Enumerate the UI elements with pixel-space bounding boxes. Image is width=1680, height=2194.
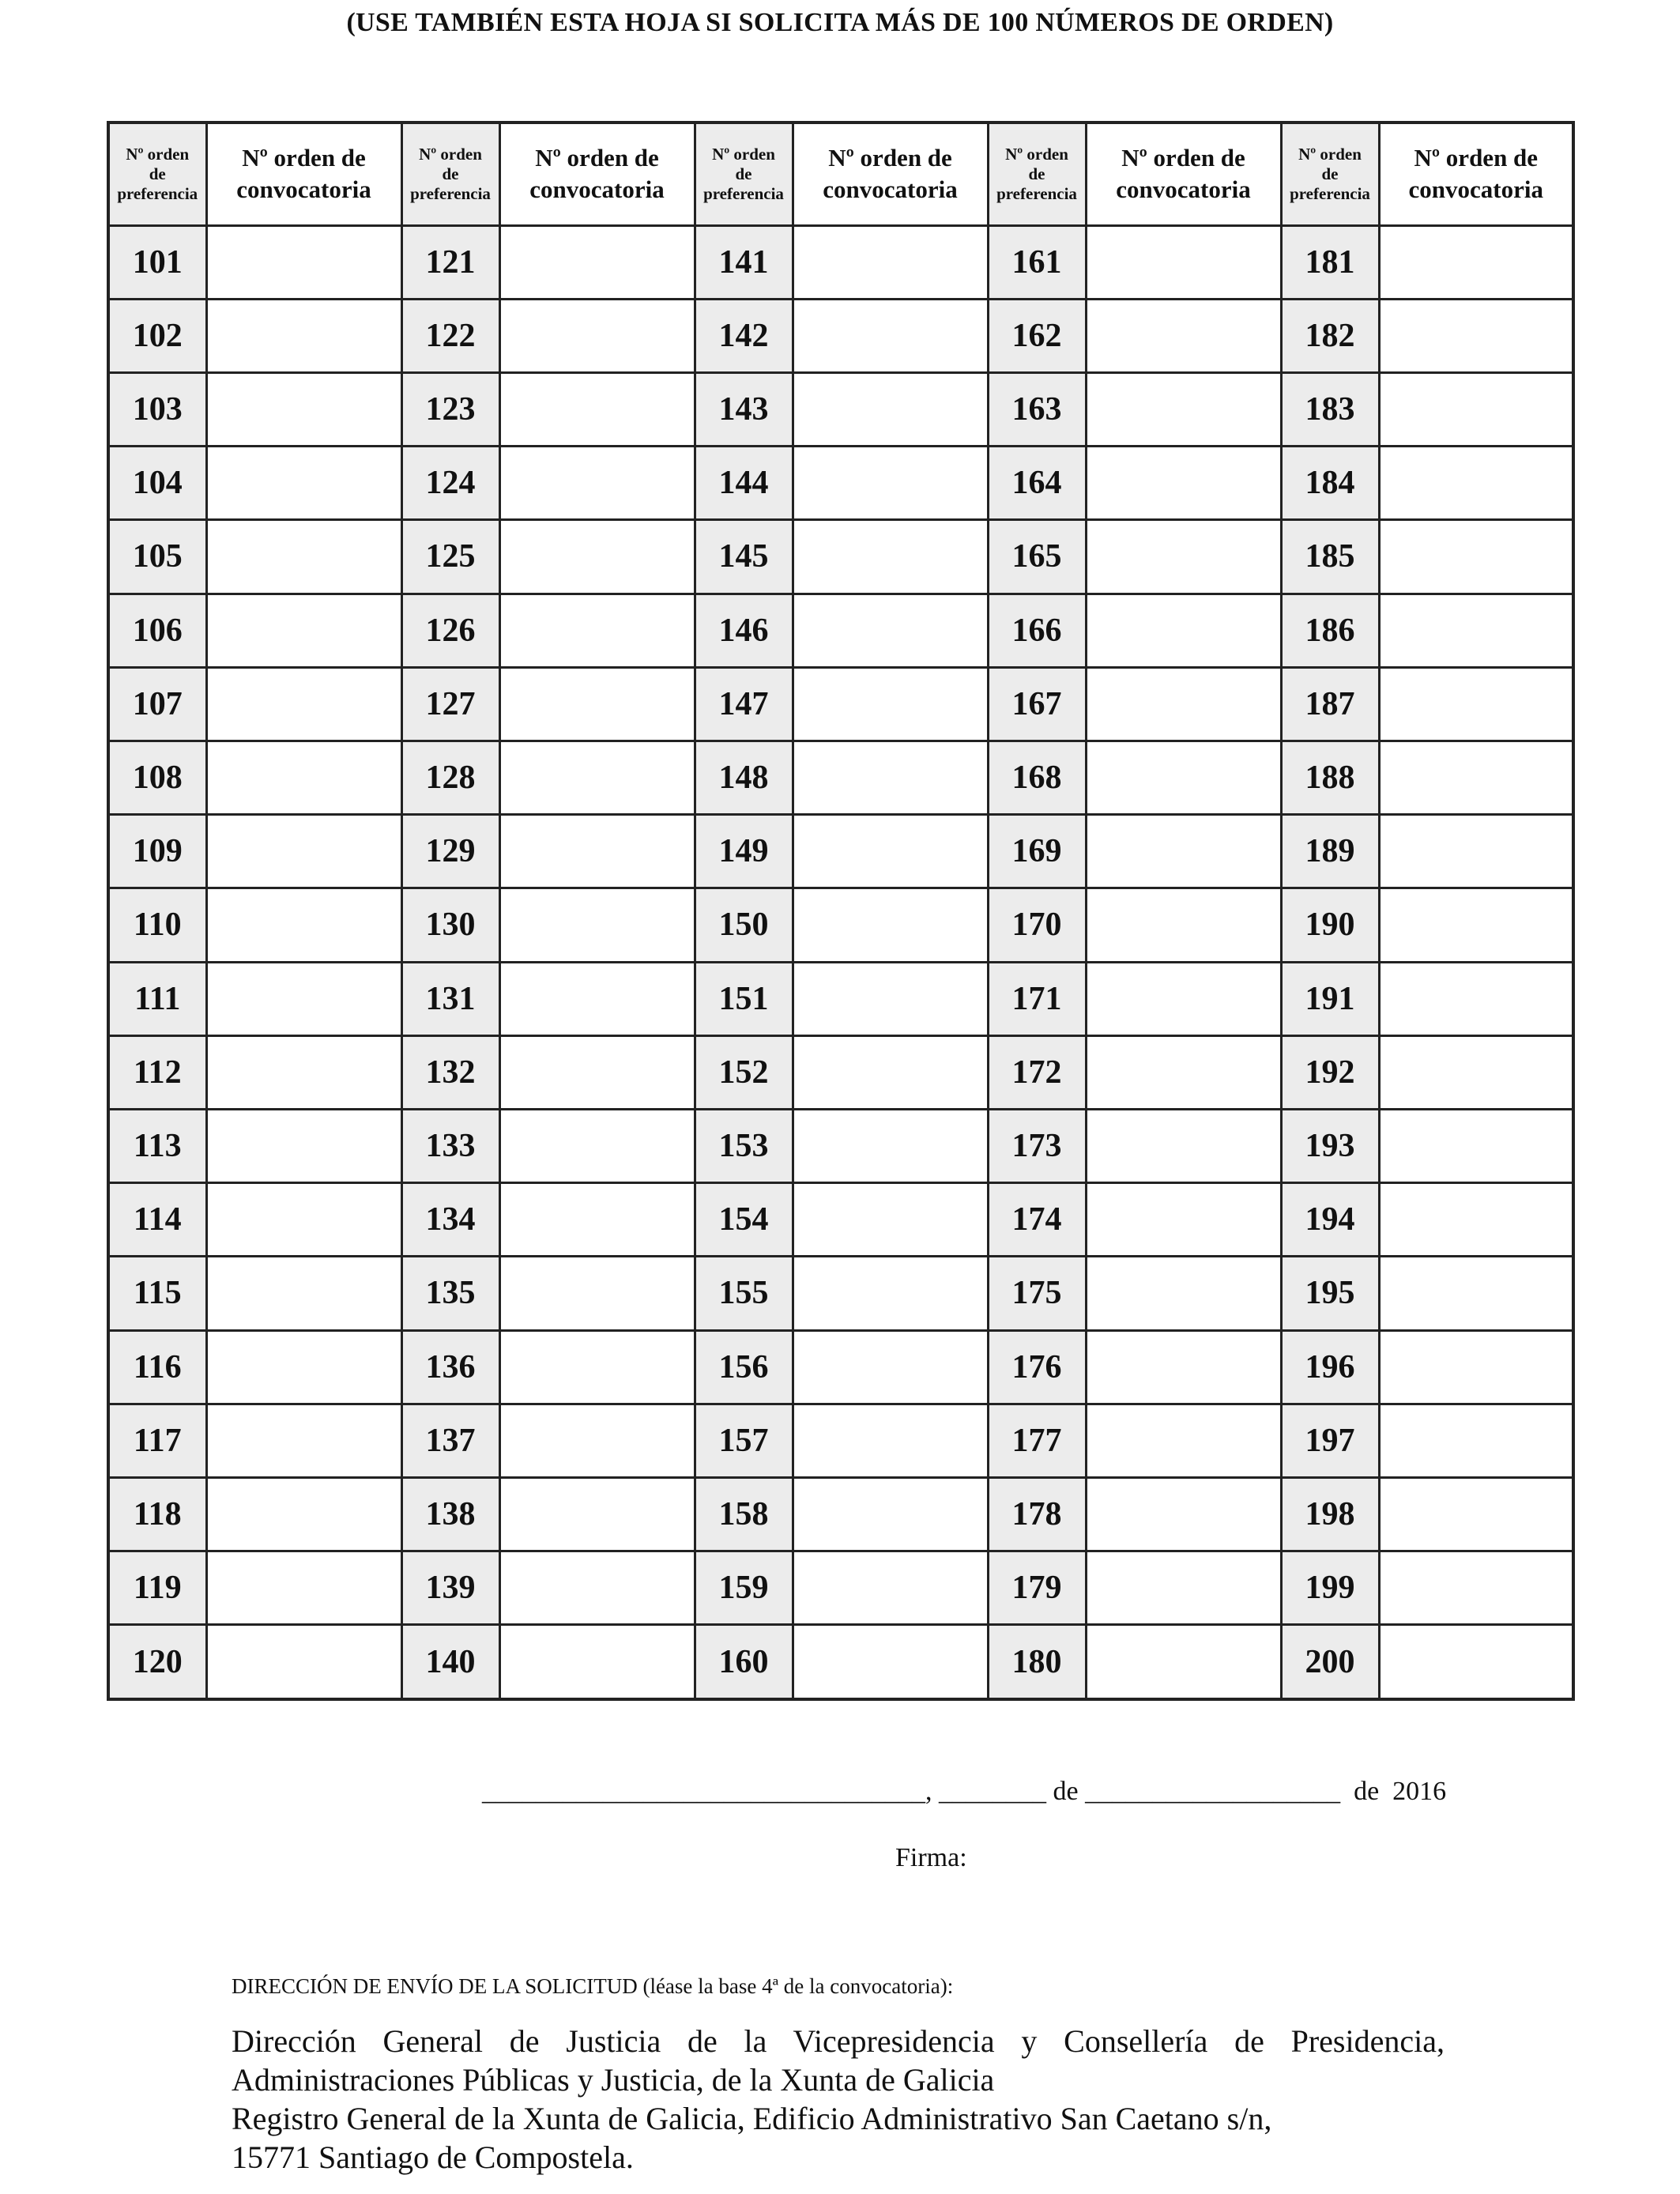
call-order-entry-cell[interactable] (206, 594, 401, 667)
call-order-entry-cell[interactable] (1086, 299, 1281, 372)
preference-number-cell: 119 (108, 1551, 206, 1625)
preference-number-cell: 161 (988, 225, 1086, 299)
preference-number-cell: 199 (1281, 1551, 1379, 1625)
preference-number-cell: 145 (695, 520, 793, 594)
call-order-entry-cell[interactable] (206, 815, 401, 888)
call-order-entry-cell[interactable] (793, 1625, 988, 1699)
call-order-entry-cell[interactable] (206, 1257, 401, 1330)
call-order-entry-cell[interactable] (206, 520, 401, 594)
call-order-entry-cell[interactable] (206, 888, 401, 962)
preference-number-cell: 151 (695, 962, 793, 1035)
preference-number-cell: 114 (108, 1183, 206, 1257)
preference-number-cell: 184 (1281, 447, 1379, 520)
preference-number-cell: 108 (108, 741, 206, 814)
preference-number-cell: 175 (988, 1257, 1086, 1330)
call-order-entry-cell[interactable] (793, 1109, 988, 1182)
call-order-entry-cell[interactable] (499, 1404, 695, 1477)
preference-number-cell: 104 (108, 447, 206, 520)
table-row (108, 888, 1573, 962)
preference-number-cell: 124 (401, 447, 499, 520)
preference-number-cell: 190 (1281, 888, 1379, 962)
call-order-entry-cell[interactable] (793, 447, 988, 520)
preference-number-cell: 115 (108, 1257, 206, 1330)
call-order-entry-cell[interactable] (1379, 815, 1573, 888)
call-order-entry-cell[interactable] (206, 447, 401, 520)
preference-number-cell: 200 (1281, 1625, 1379, 1699)
mailing-address-heading: DIRECCIÓN DE ENVÍO DE LA SOLICITUD (léase la base 4ª de la convocatoria): (232, 1974, 954, 1998)
call-order-entry-cell[interactable] (206, 372, 401, 446)
call-order-entry-cell[interactable] (1086, 888, 1281, 962)
header-text-line: Nº orden (1298, 144, 1362, 164)
preference-number-cell: 172 (988, 1035, 1086, 1109)
header-preference-order (108, 123, 206, 225)
preference-number-cell: 109 (108, 815, 206, 888)
preference-number-cell: 155 (695, 1257, 793, 1330)
preference-number-cell: 158 (695, 1477, 793, 1551)
header-text-line: Nº orden de (242, 144, 366, 172)
page-title: (USE TAMBIÉN ESTA HOJA SI SOLICITA MÁS DE 100 NÚMEROS DE ORDEN) (346, 8, 1334, 37)
call-order-entry-cell[interactable] (793, 1257, 988, 1330)
header-text-line: convocatoria (236, 175, 371, 204)
header-text-line: de (1028, 164, 1045, 183)
preference-number-cell: 180 (988, 1625, 1086, 1699)
call-order-entry-cell[interactable] (793, 1330, 988, 1404)
call-order-entry-cell[interactable] (1379, 888, 1573, 962)
call-order-entry-cell[interactable] (793, 1404, 988, 1477)
call-order-entry-cell[interactable] (1086, 1625, 1281, 1699)
call-order-entry-cell[interactable] (206, 1404, 401, 1477)
call-order-entry-cell[interactable] (499, 1330, 695, 1404)
preference-number-cell: 102 (108, 299, 206, 372)
call-order-entry-cell[interactable] (793, 1477, 988, 1551)
call-order-entry-cell[interactable] (206, 667, 401, 741)
call-order-entry-cell[interactable] (499, 225, 695, 299)
call-order-entry-cell[interactable] (1379, 520, 1573, 594)
header-text-line: preferencia (117, 183, 198, 203)
header-text-line: convocatoria (1408, 175, 1543, 204)
table-row (108, 815, 1573, 888)
preference-number-cell: 117 (108, 1404, 206, 1477)
preference-number-cell: 195 (1281, 1257, 1379, 1330)
address-line: Registro General de la Xunta de Galicia, Edificio Administrativo San Caetano s/n, (232, 2101, 1272, 2136)
preference-number-cell: 164 (988, 447, 1086, 520)
call-order-entry-cell[interactable] (499, 1183, 695, 1257)
preference-number-cell: 111 (108, 962, 206, 1035)
table-row (108, 594, 1573, 667)
call-order-entry-cell[interactable] (499, 888, 695, 962)
header-text-line: preferencia (996, 183, 1077, 203)
call-order-entry-cell[interactable] (1086, 1477, 1281, 1551)
mailing-address (232, 2022, 1445, 2177)
address-line: Dirección General de Justicia de la Vicepresidencia y Consellería de Presidencia, (232, 2023, 1445, 2059)
call-order-entry-cell[interactable] (793, 594, 988, 667)
call-order-entry-cell[interactable] (1086, 447, 1281, 520)
preference-number-cell: 144 (695, 447, 793, 520)
preference-number-cell: 112 (108, 1035, 206, 1109)
call-order-entry-cell[interactable] (1086, 741, 1281, 814)
call-order-entry-cell[interactable] (206, 1109, 401, 1182)
call-order-entry-cell[interactable] (1086, 815, 1281, 888)
preference-number-cell: 116 (108, 1330, 206, 1404)
call-order-entry-cell[interactable] (206, 1551, 401, 1625)
preference-number-cell: 165 (988, 520, 1086, 594)
preference-number-cell: 147 (695, 667, 793, 741)
header-text-line: Nº orden de (535, 144, 659, 172)
call-order-entry-cell[interactable] (206, 1183, 401, 1257)
call-order-entry-cell[interactable] (499, 667, 695, 741)
preference-number-cell: 127 (401, 667, 499, 741)
call-order-entry-cell[interactable] (793, 888, 988, 962)
preference-number-cell: 125 (401, 520, 499, 594)
header-text-line: Nº orden (126, 144, 190, 164)
preference-number-cell: 160 (695, 1625, 793, 1699)
place-date-line: _________________________________, ________ de ___________________ de 2016 (482, 1777, 1447, 1806)
call-order-entry-cell[interactable] (1379, 741, 1573, 814)
preference-number-cell: 132 (401, 1035, 499, 1109)
preference-number-cell: 126 (401, 594, 499, 667)
preference-number-cell: 122 (401, 299, 499, 372)
table-row (108, 1404, 1573, 1477)
call-order-entry-cell[interactable] (206, 741, 401, 814)
header-text-line: preferencia (703, 183, 784, 203)
preference-number-cell: 118 (108, 1477, 206, 1551)
header-text-line: de (1321, 164, 1339, 183)
call-order-entry-cell[interactable] (206, 1625, 401, 1699)
address-line: Administraciones Públicas y Justicia, de la Xunta de Galicia (232, 2062, 995, 2098)
header-text-line: convocatoria (1116, 175, 1251, 204)
table-row (108, 447, 1573, 520)
call-order-entry-cell[interactable] (793, 372, 988, 446)
preference-number-cell: 166 (988, 594, 1086, 667)
call-order-entry-cell[interactable] (499, 962, 695, 1035)
preference-number-cell: 182 (1281, 299, 1379, 372)
preference-number-cell: 135 (401, 1257, 499, 1330)
call-order-entry-cell[interactable] (1086, 1330, 1281, 1404)
preference-number-cell: 149 (695, 815, 793, 888)
call-order-entry-cell[interactable] (1379, 447, 1573, 520)
preference-number-cell: 153 (695, 1109, 793, 1182)
table-row (108, 372, 1573, 446)
call-order-entry-cell[interactable] (206, 1035, 401, 1109)
preference-number-cell: 159 (695, 1551, 793, 1625)
call-order-entry-cell[interactable] (793, 225, 988, 299)
call-order-entry-cell[interactable] (1379, 1257, 1573, 1330)
table-row (108, 1477, 1573, 1551)
table-row (108, 299, 1573, 372)
header-text-line: de (149, 164, 166, 183)
preference-number-cell: 110 (108, 888, 206, 962)
preference-number-cell: 130 (401, 888, 499, 962)
preference-number-cell: 189 (1281, 815, 1379, 888)
order-number-table (107, 121, 1575, 1701)
call-order-entry-cell[interactable] (1086, 1183, 1281, 1257)
call-order-entry-cell[interactable] (1086, 225, 1281, 299)
header-text-line: de (442, 164, 459, 183)
preference-number-cell: 188 (1281, 741, 1379, 814)
header-preference-order (1281, 123, 1379, 225)
header-text-line: preferencia (410, 183, 491, 203)
header-preference-order (695, 123, 793, 225)
preference-number-cell: 157 (695, 1404, 793, 1477)
call-order-entry-cell[interactable] (499, 594, 695, 667)
preference-number-cell: 139 (401, 1551, 499, 1625)
preference-number-cell: 169 (988, 815, 1086, 888)
call-order-entry-cell[interactable] (1379, 372, 1573, 446)
preference-number-cell: 152 (695, 1035, 793, 1109)
call-order-entry-cell[interactable] (1086, 1257, 1281, 1330)
table-row (108, 1035, 1573, 1109)
table-row (108, 667, 1573, 741)
preference-number-cell: 174 (988, 1183, 1086, 1257)
call-order-entry-cell[interactable] (1086, 1109, 1281, 1182)
call-order-entry-cell[interactable] (1086, 1035, 1281, 1109)
preference-number-cell: 107 (108, 667, 206, 741)
table-row (108, 1183, 1573, 1257)
call-order-entry-cell[interactable] (1379, 1404, 1573, 1477)
preference-number-cell: 185 (1281, 520, 1379, 594)
preference-number-cell: 156 (695, 1330, 793, 1404)
call-order-entry-cell[interactable] (499, 741, 695, 814)
preference-number-cell: 101 (108, 225, 206, 299)
preference-number-cell: 140 (401, 1625, 499, 1699)
table-row (108, 1330, 1573, 1404)
preference-number-cell: 106 (108, 594, 206, 667)
preference-number-cell: 143 (695, 372, 793, 446)
call-order-entry-cell[interactable] (1379, 1035, 1573, 1109)
preference-number-cell: 138 (401, 1477, 499, 1551)
table-row (108, 1257, 1573, 1330)
preference-number-cell: 120 (108, 1625, 206, 1699)
header-call-order (499, 123, 695, 225)
call-order-entry-cell[interactable] (1379, 667, 1573, 741)
call-order-entry-cell[interactable] (1379, 962, 1573, 1035)
header-text-line: Nº orden (712, 144, 775, 164)
call-order-entry-cell[interactable] (499, 815, 695, 888)
call-order-entry-cell[interactable] (499, 1477, 695, 1551)
header-text-line: Nº orden (1005, 144, 1068, 164)
header-preference-order (988, 123, 1086, 225)
call-order-entry-cell[interactable] (1086, 1551, 1281, 1625)
preference-number-cell: 179 (988, 1551, 1086, 1625)
preference-number-cell: 154 (695, 1183, 793, 1257)
header-call-order (1086, 123, 1281, 225)
preference-number-cell: 103 (108, 372, 206, 446)
call-order-entry-cell[interactable] (1086, 667, 1281, 741)
table-header-row (108, 123, 1573, 225)
call-order-entry-cell[interactable] (1379, 1625, 1573, 1699)
preference-number-cell: 192 (1281, 1035, 1379, 1109)
preference-number-cell: 113 (108, 1109, 206, 1182)
preference-number-cell: 194 (1281, 1183, 1379, 1257)
preference-number-cell: 187 (1281, 667, 1379, 741)
call-order-entry-cell[interactable] (499, 372, 695, 446)
table-body (108, 225, 1573, 1699)
preference-number-cell: 167 (988, 667, 1086, 741)
preference-number-cell: 176 (988, 1330, 1086, 1404)
preference-number-cell: 198 (1281, 1477, 1379, 1551)
call-order-entry-cell[interactable] (1086, 962, 1281, 1035)
address-line: 15771 Santiago de Compostela. (232, 2139, 634, 2175)
call-order-entry-cell[interactable] (499, 299, 695, 372)
header-text-line: Nº orden de (1414, 144, 1539, 172)
call-order-entry-cell[interactable] (499, 1035, 695, 1109)
header-text-line: Nº orden de (1121, 144, 1245, 172)
call-order-entry-cell[interactable] (499, 1625, 695, 1699)
header-text-line: preferencia (1290, 183, 1370, 203)
table-row (108, 962, 1573, 1035)
preference-number-cell: 150 (695, 888, 793, 962)
call-order-entry-cell[interactable] (793, 1183, 988, 1257)
call-order-entry-cell[interactable] (1379, 1183, 1573, 1257)
call-order-entry-cell[interactable] (1379, 1551, 1573, 1625)
call-order-entry-cell[interactable] (1086, 1404, 1281, 1477)
call-order-entry-cell[interactable] (499, 1257, 695, 1330)
preference-number-cell: 193 (1281, 1109, 1379, 1182)
preference-number-cell: 183 (1281, 372, 1379, 446)
call-order-entry-cell[interactable] (1379, 1330, 1573, 1404)
preference-number-cell: 137 (401, 1404, 499, 1477)
preference-number-cell: 181 (1281, 225, 1379, 299)
call-order-entry-cell[interactable] (793, 520, 988, 594)
table-row (108, 520, 1573, 594)
header-text-line: convocatoria (529, 175, 665, 204)
preference-number-cell: 131 (401, 962, 499, 1035)
call-order-entry-cell[interactable] (1086, 594, 1281, 667)
preference-number-cell: 186 (1281, 594, 1379, 667)
header-call-order (1379, 123, 1573, 225)
call-order-entry-cell[interactable] (793, 667, 988, 741)
preference-number-cell: 146 (695, 594, 793, 667)
call-order-entry-cell[interactable] (1379, 225, 1573, 299)
call-order-entry-cell[interactable] (1379, 594, 1573, 667)
preference-number-cell: 128 (401, 741, 499, 814)
call-order-entry-cell[interactable] (206, 225, 401, 299)
table-row (108, 1625, 1573, 1699)
call-order-entry-cell[interactable] (793, 1551, 988, 1625)
header-text-line: Nº orden (419, 144, 482, 164)
preference-number-cell: 173 (988, 1109, 1086, 1182)
preference-number-cell: 171 (988, 962, 1086, 1035)
call-order-entry-cell[interactable] (206, 1477, 401, 1551)
preference-number-cell: 196 (1281, 1330, 1379, 1404)
preference-number-cell: 105 (108, 520, 206, 594)
call-order-entry-cell[interactable] (499, 520, 695, 594)
preference-number-cell: 129 (401, 815, 499, 888)
call-order-entry-cell[interactable] (499, 1551, 695, 1625)
preference-number-cell: 191 (1281, 962, 1379, 1035)
signature-label: Firma: (895, 1843, 967, 1872)
preference-number-cell: 133 (401, 1109, 499, 1182)
call-order-entry-cell[interactable] (1086, 372, 1281, 446)
preference-number-cell: 177 (988, 1404, 1086, 1477)
call-order-entry-cell[interactable] (499, 447, 695, 520)
table-row (108, 225, 1573, 299)
table-row (108, 741, 1573, 814)
call-order-entry-cell[interactable] (793, 815, 988, 888)
preference-number-cell: 121 (401, 225, 499, 299)
preference-number-cell: 148 (695, 741, 793, 814)
call-order-entry-cell[interactable] (206, 299, 401, 372)
header-preference-order (401, 123, 499, 225)
preference-number-cell: 134 (401, 1183, 499, 1257)
call-order-entry-cell[interactable] (793, 741, 988, 814)
call-order-entry-cell[interactable] (793, 1035, 988, 1109)
call-order-entry-cell[interactable] (793, 299, 988, 372)
preference-number-cell: 142 (695, 299, 793, 372)
header-call-order (206, 123, 401, 225)
preference-number-cell: 163 (988, 372, 1086, 446)
call-order-entry-cell[interactable] (206, 1330, 401, 1404)
preference-number-cell: 136 (401, 1330, 499, 1404)
header-text-line: Nº orden de (828, 144, 952, 172)
preference-number-cell: 141 (695, 225, 793, 299)
preference-number-cell: 170 (988, 888, 1086, 962)
header-call-order (793, 123, 988, 225)
table-row (108, 1551, 1573, 1625)
preference-number-cell: 178 (988, 1477, 1086, 1551)
preference-number-cell: 197 (1281, 1404, 1379, 1477)
preference-number-cell: 123 (401, 372, 499, 446)
call-order-entry-cell[interactable] (1379, 1477, 1573, 1551)
table-row (108, 1109, 1573, 1182)
call-order-entry-cell[interactable] (793, 962, 988, 1035)
preference-number-cell: 168 (988, 741, 1086, 814)
header-text-line: convocatoria (823, 175, 958, 204)
call-order-entry-cell[interactable] (499, 1109, 695, 1182)
preference-number-cell: 162 (988, 299, 1086, 372)
header-text-line: de (735, 164, 752, 183)
call-order-entry-cell[interactable] (1379, 299, 1573, 372)
call-order-entry-cell[interactable] (1379, 1109, 1573, 1182)
call-order-entry-cell[interactable] (1086, 520, 1281, 594)
call-order-entry-cell[interactable] (206, 962, 401, 1035)
